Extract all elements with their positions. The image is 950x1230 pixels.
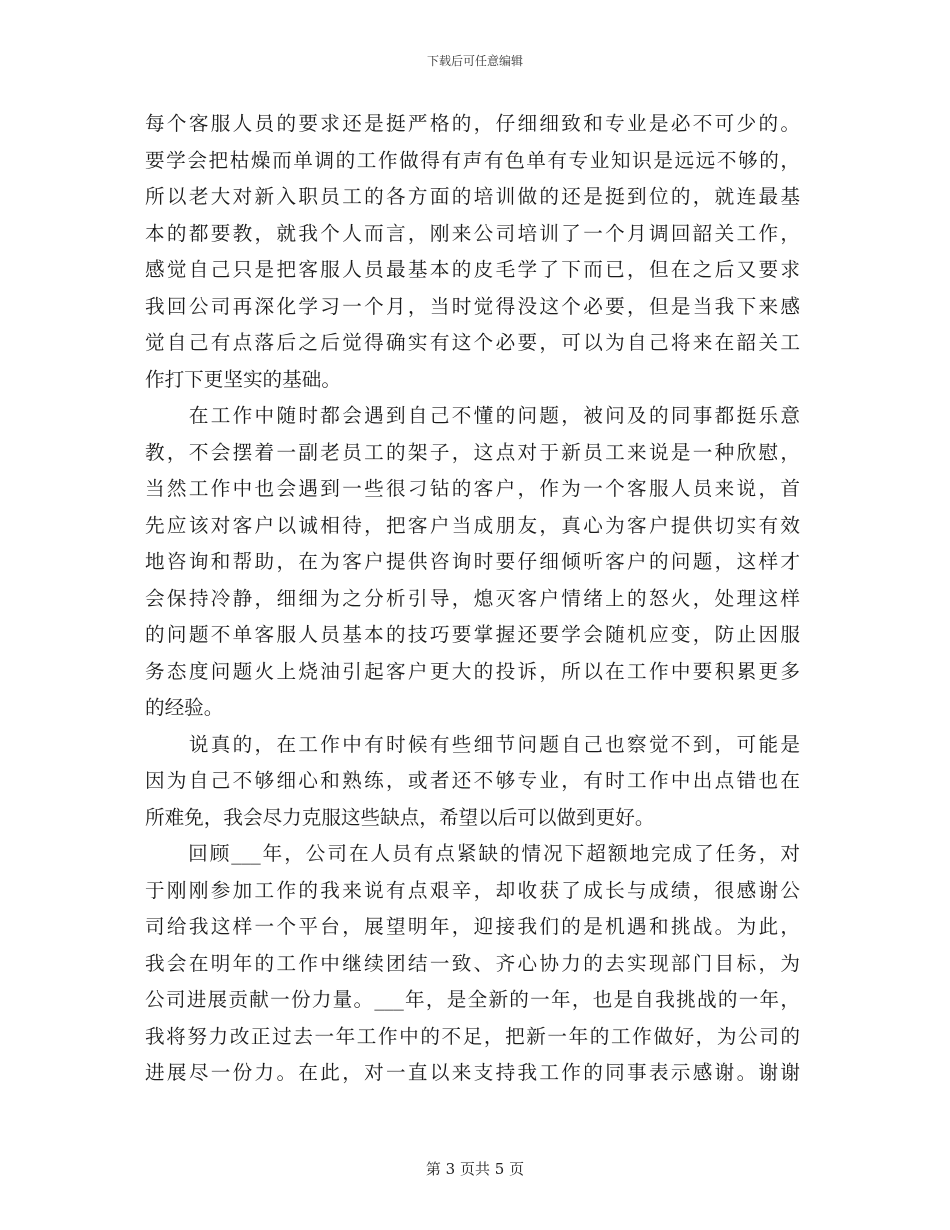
text-line: 教，不会摆着一副老员工的架子，这点对于新员工来说是一种欣慰，	[145, 440, 800, 464]
text-line: 所以老大对新入职员工的各方面的培训做的还是挺到位的，就连最基	[145, 185, 800, 208]
text-line: 地咨询和帮助，在为客户提供咨询时要仔细倾听客户的问题，这样才	[145, 550, 800, 573]
text-line: 说真的，在工作中有时候有些细节问题自己也察觉不到，可能是	[145, 732, 800, 756]
text-line: 所难免，我会尽力克服这些缺点，希望以后可以做到更好。	[145, 805, 655, 829]
text-line: 的经验。	[145, 696, 224, 719]
text-line: 公司进展贡献一份力量。___年，是全新的一年，也是自我挑战的一年，	[145, 988, 800, 1011]
text-line: 务态度问题火上烧油引起客户更大的投诉，所以在工作中要积累更多	[145, 659, 800, 683]
text-line: 会保持冷静，细细为之分析引导，熄灭客户情绪上的怒火，处理这样	[145, 586, 800, 610]
page-number: 第 3 页共 5 页	[425, 1160, 525, 1178]
text-line: 作打下更坚实的基础。	[145, 367, 341, 391]
text-line: 我将努力改正过去一年工作中的不足，把新一年的工作做好，为公司的	[145, 1024, 800, 1048]
text-line: 因为自己不够细心和熟练，或者还不够专业，有时工作中出点错也在	[145, 769, 800, 792]
text-line: 的问题不单客服人员基本的技巧要掌握还要学会随机应变，防止因服	[145, 623, 800, 646]
text-line: 我会在明年的工作中继续团结一致、齐心协力的去实现部门目标，为	[145, 951, 800, 975]
text-line: 当然工作中也会遇到一些很刁钻的客户，作为一个客服人员来说，首	[145, 477, 800, 500]
text-line: 回顾___年，公司在人员有点紧缺的情况下超额地完成了任务，对	[145, 842, 800, 865]
text-line: 进展尽一份力。在此，对一直以来支持我工作的同事表示感谢。谢谢	[145, 1061, 800, 1084]
text-line: 感觉自己只是把客服人员最基本的皮毛学了下而已，但在之后又要求	[145, 258, 800, 281]
text-line: 觉自己有点落后之后觉得确实有这个必要，可以为自己将来在韶关工	[145, 331, 800, 354]
text-line: 我回公司再深化学习一个月，当时觉得没这个必要，但是当我下来感	[145, 294, 800, 318]
page-header: 下载后可任意编辑	[426, 54, 523, 68]
text-line: 先应该对客户以诚相待，把客户当成朋友，真心为客户提供切实有效	[145, 513, 800, 537]
text-line: 每个客服人员的要求还是挺严格的，仔细细致和专业是必不可少的。	[145, 112, 800, 135]
document-body	[145, 106, 800, 1092]
text-line: 本的都要教，就我个人而言，刚来公司培训了一个月调回韶关工作，	[145, 221, 800, 245]
text-line: 要学会把枯燥而单调的工作做得有声有色单有专业知识是远远不够的，	[145, 148, 800, 172]
text-line: 司给我这样一个平台，展望明年，迎接我们的是机遇和挑战。为此，	[145, 915, 800, 938]
text-line: 在工作中随时都会遇到自己不懂的问题，被问及的同事都挺乐意	[145, 404, 800, 427]
text-line: 于刚刚参加工作的我来说有点艰辛，却收获了成长与成绩，很感谢公	[145, 878, 800, 902]
